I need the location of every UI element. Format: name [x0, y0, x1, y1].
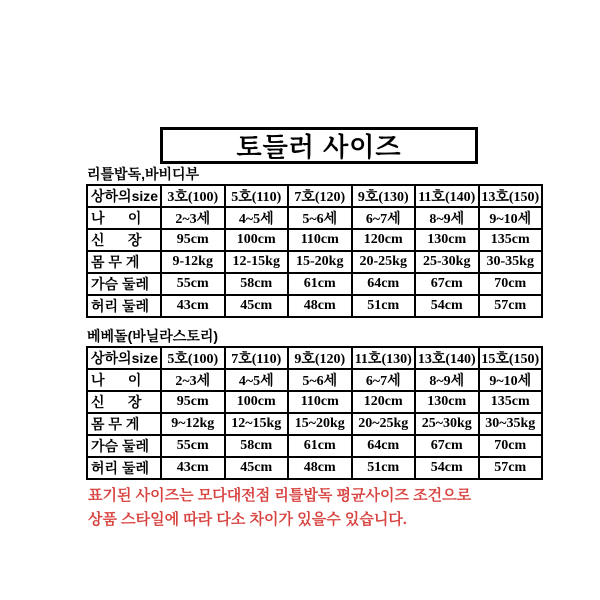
data-cell: 135cm [479, 229, 543, 251]
data-cell: 57cm [479, 457, 543, 479]
header-cell: 13호(140) [415, 347, 479, 369]
data-cell: 48cm [288, 295, 352, 317]
data-cell: 2~3세 [161, 369, 225, 391]
page-title: 토들러 사이즈 [236, 132, 402, 162]
data-cell: 64cm [352, 273, 416, 295]
table-row [87, 369, 542, 391]
data-cell: 9~12kg [161, 413, 225, 435]
table-row [87, 413, 542, 435]
data-cell: 51cm [352, 457, 416, 479]
title-box [160, 127, 478, 164]
table-row [87, 207, 542, 229]
row-label-cell: 나 이 [87, 369, 161, 391]
data-cell: 61cm [288, 435, 352, 457]
header-cell: 7호(120) [288, 185, 352, 207]
data-cell: 20~25kg [352, 413, 416, 435]
header-cell: 11호(140) [415, 185, 479, 207]
data-cell: 8~9세 [415, 369, 479, 391]
data-cell: 25~30kg [415, 413, 479, 435]
data-cell: 4~5세 [225, 207, 289, 229]
data-cell: 58cm [225, 435, 289, 457]
data-cell: 45cm [225, 457, 289, 479]
size-table-littlebobdog [86, 184, 543, 318]
data-cell: 5~6세 [288, 207, 352, 229]
data-cell: 9-12kg [161, 251, 225, 273]
header-label-cell: 상하의size [87, 185, 161, 207]
data-cell: 54cm [415, 457, 479, 479]
table-header-row [87, 347, 542, 369]
header-cell: 11호(130) [352, 347, 416, 369]
table-row [87, 435, 542, 457]
table-row [87, 457, 542, 479]
data-cell: 67cm [415, 273, 479, 295]
header-cell: 3호(100) [161, 185, 225, 207]
data-cell: 110cm [288, 229, 352, 251]
header-cell: 13호(150) [479, 185, 543, 207]
row-label-cell: 허리 둘레 [87, 457, 161, 479]
row-label-cell: 허리 둘레 [87, 295, 161, 317]
header-cell: 5호(100) [161, 347, 225, 369]
data-cell: 95cm [161, 229, 225, 251]
table-row [87, 251, 542, 273]
table-row [87, 391, 542, 413]
data-cell: 64cm [352, 435, 416, 457]
data-cell: 12-15kg [225, 251, 289, 273]
data-cell: 95cm [161, 391, 225, 413]
table-row [87, 295, 542, 317]
brand-label-bebedol: 베베돌(바닐라스토리) [87, 328, 219, 344]
data-cell: 45cm [225, 295, 289, 317]
table-row [87, 273, 542, 295]
row-label-cell: 신 장 [87, 229, 161, 251]
data-cell: 120cm [352, 391, 416, 413]
data-cell: 67cm [415, 435, 479, 457]
data-cell: 5~6세 [288, 369, 352, 391]
header-cell: 7호(110) [225, 347, 289, 369]
data-cell: 12~15kg [225, 413, 289, 435]
data-cell: 15~20kg [288, 413, 352, 435]
data-cell: 130cm [415, 229, 479, 251]
data-cell: 61cm [288, 273, 352, 295]
header-label-cell: 상하의size [87, 347, 161, 369]
brand-label-littlebobdog: 리틀밥독,바비디부 [87, 166, 200, 182]
row-label-cell: 몸 무 게 [87, 413, 161, 435]
data-cell: 25-30kg [415, 251, 479, 273]
data-cell: 48cm [288, 457, 352, 479]
data-cell: 9~10세 [479, 207, 543, 229]
row-label-cell: 가슴 둘레 [87, 435, 161, 457]
data-cell: 15-20kg [288, 251, 352, 273]
data-cell: 9~10세 [479, 369, 543, 391]
data-cell: 54cm [415, 295, 479, 317]
data-cell: 120cm [352, 229, 416, 251]
footnote-line-1: 표기된 사이즈는 모다대전점 리틀밥독 평균사이즈 조건으로 [88, 487, 472, 504]
data-cell: 43cm [161, 457, 225, 479]
data-cell: 70cm [479, 435, 543, 457]
size-table-bebedol [86, 346, 543, 480]
data-cell: 130cm [415, 391, 479, 413]
data-cell: 110cm [288, 391, 352, 413]
table-row [87, 229, 542, 251]
data-cell: 43cm [161, 295, 225, 317]
footnote-line-2: 상품 스타일에 따라 다소 차이가 있을수 있습니다. [88, 511, 407, 528]
data-cell: 4~5세 [225, 369, 289, 391]
data-cell: 100cm [225, 391, 289, 413]
footnote-text [88, 484, 471, 532]
data-cell: 30~35kg [479, 413, 543, 435]
row-label-cell: 신 장 [87, 391, 161, 413]
data-cell: 135cm [479, 391, 543, 413]
table-header-row [87, 185, 542, 207]
data-cell: 2~3세 [161, 207, 225, 229]
data-cell: 58cm [225, 273, 289, 295]
row-label-cell: 가슴 둘레 [87, 273, 161, 295]
row-label-cell: 나 이 [87, 207, 161, 229]
header-cell: 9호(130) [352, 185, 416, 207]
data-cell: 8~9세 [415, 207, 479, 229]
data-cell: 55cm [161, 273, 225, 295]
data-cell: 57cm [479, 295, 543, 317]
data-cell: 20-25kg [352, 251, 416, 273]
data-cell: 30-35kg [479, 251, 543, 273]
row-label-cell: 몸 무 게 [87, 251, 161, 273]
header-cell: 5호(110) [225, 185, 289, 207]
data-cell: 6~7세 [352, 207, 416, 229]
data-cell: 100cm [225, 229, 289, 251]
header-cell: 9호(120) [288, 347, 352, 369]
data-cell: 6~7세 [352, 369, 416, 391]
data-cell: 70cm [479, 273, 543, 295]
header-cell: 15호(150) [479, 347, 543, 369]
data-cell: 51cm [352, 295, 416, 317]
data-cell: 55cm [161, 435, 225, 457]
